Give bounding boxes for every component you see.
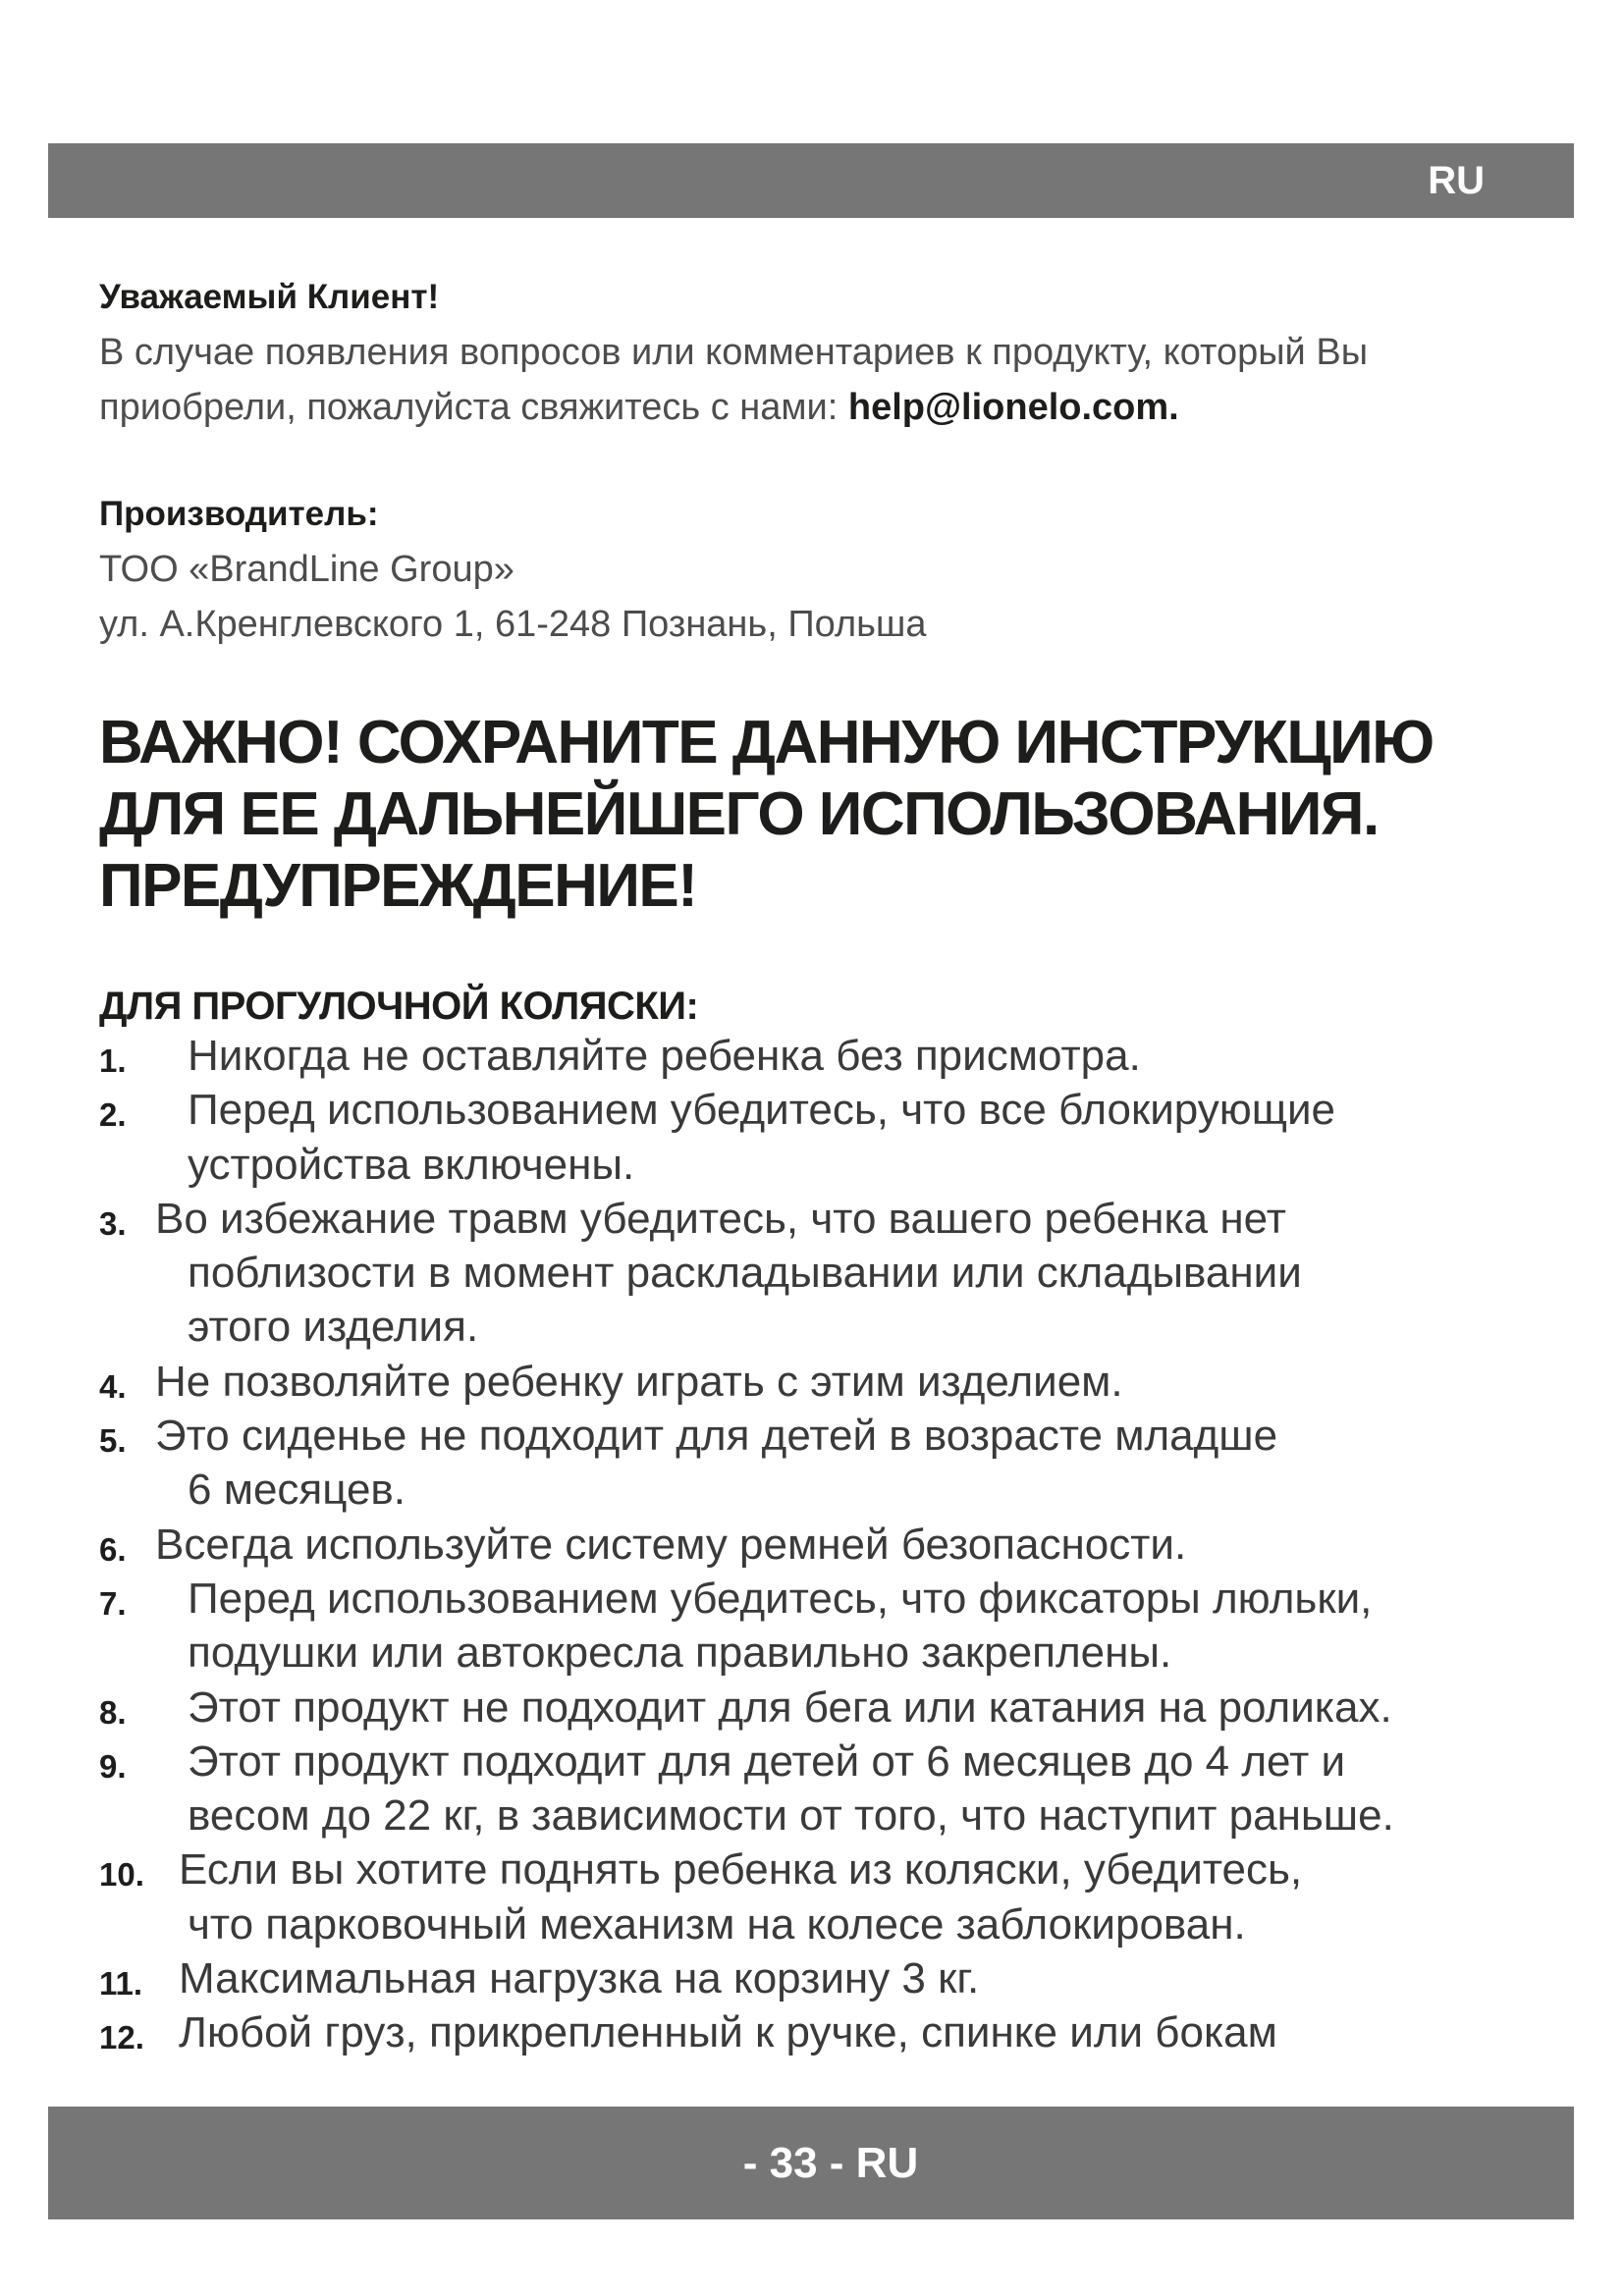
list-item-continuation-line [99,1300,1611,1354]
list-item-text: Максимальная нагрузка на корзину 3 кг. [179,1954,980,2003]
list-item-text: Перед использованием убедитесь, что все блокирующие [188,1086,1336,1135]
warning-heading-line: ВАЖНО! СОХРАНИТЕ ДАННУЮ ИНСТРУКЦИЮ [99,709,1434,776]
manufacturer-company: ТОО «BrandLine Group» [99,549,514,590]
list-item-continuation-line [99,1789,1611,1842]
list-item [99,1029,1611,1083]
contact-line-1: В случае появления вопросов или комментариев к продукту, который Вы [99,332,1368,373]
list-item [99,1518,1611,1572]
list-item [99,1681,1611,1735]
list-item-text: Всегда используйте систему ремней безопасности. [155,1520,1187,1569]
list-item-text: Этот продукт не подходит для бега или катания на роликах. [188,1682,1392,1732]
list-item-text: этого изделия. [188,1303,479,1352]
list-item-number: 9. [99,1747,127,1785]
list-item-first-line [99,1572,1611,1626]
list-item [99,1083,1611,1192]
list-item-text: поблизости в момент раскладывании или складывании [188,1249,1302,1298]
list-item-continuation-line [99,1463,1611,1517]
page-number: - 33 - RU [742,2139,919,2187]
list-item-continuation-line [99,1626,1611,1680]
contact-section [99,270,1572,435]
list-item-text: Перед использованием убедитесь, что фиксаторы люльки, [188,1574,1373,1623]
list-item [99,1355,1611,1409]
safety-list [99,1029,1611,2060]
list-item [99,1842,1611,1951]
list-item [99,1735,1611,1843]
list-item-number: 10. [99,1856,144,1894]
list-item [99,1409,1611,1518]
warning-heading-line: ДЛЯ ЕЕ ДАЛЬНЕЙШЕГО ИСПОЛЬЗОВАНИЯ. [99,780,1379,848]
list-item-text: Это сиденье не подходит для детей в возрасте младше [155,1412,1278,1461]
list-item-text: Никогда не оставляйте ребенка без присмотра. [188,1032,1141,1080]
support-email: help@lionelo.com. [847,387,1179,428]
list-item-first-line [99,1842,1611,1896]
footer-bar [48,2107,1574,2219]
list-item-first-line [99,1192,1611,1246]
list-item-first-line [99,2005,1611,2059]
list-item-text: Если вы хотите поднять ребенка из коляски, убедитесь, [179,1845,1303,1895]
list-item-number: 2. [99,1096,127,1134]
list-item [99,2005,1611,2059]
list-item-continuation-line [99,1246,1611,1300]
list-item-number: 11. [99,1965,143,2002]
header-bar [48,143,1574,218]
list-item-text: Во избежание травм убедитесь, что вашего ребенка нет [155,1194,1286,1243]
warning-heading [99,707,1572,922]
warning-heading-line: ПРЕДУПРЕЖДЕНИЕ! [99,852,697,920]
list-item-number: 4. [99,1367,127,1405]
manufacturer-section [99,487,1572,652]
list-item-first-line [99,1735,1611,1789]
list-item-text: устройства включены. [188,1140,635,1189]
list-item-text: что парковочный механизм на колесе заблокирован. [188,1899,1246,1949]
manufacturer-address: ул. А.Кренглевского 1, 61-248 Познань, Польша [99,604,927,645]
list-item-number: 1. [99,1042,127,1079]
list-item-text: Не позволяйте ребенку играть с этим изделием. [155,1357,1123,1406]
list-item-text: подушки или автокресла правильно закреплены. [188,1629,1172,1678]
list-item-number: 5. [99,1422,127,1460]
manufacturer-label: Производитель: [99,495,379,533]
greeting: Уважаемый Клиент! [99,278,440,316]
list-item-text: Этот продукт подходит для детей от 6 месяцев до 4 лет и [188,1736,1346,1786]
list-item-first-line [99,1409,1611,1463]
list-item-first-line [99,1355,1611,1409]
list-item-number: 12. [99,2019,144,2056]
language-label: RU [1428,159,1485,202]
list-item-first-line [99,1681,1611,1735]
list-item [99,1951,1611,2005]
list-item-number: 7. [99,1584,127,1622]
list-item-continuation-line [99,1138,1611,1192]
list-item-text: весом до 22 кг, в зависимости от того, что наступит раньше. [188,1791,1394,1841]
list-item [99,1572,1611,1681]
list-item-first-line [99,1951,1611,2005]
list-item [99,1192,1611,1355]
list-item-text: 6 месяцев. [188,1466,406,1515]
list-item-number: 6. [99,1530,127,1568]
section-title: ДЛЯ ПРОГУЛОЧНОЙ КОЛЯСКИ: [99,985,699,1028]
list-item-text: Любой груз, прикрепленный к ручке, спинке или бокам [179,2008,1277,2057]
list-item-number: 3. [99,1204,127,1242]
list-item-continuation-line [99,1897,1611,1951]
list-item-first-line [99,1083,1611,1137]
list-item-first-line [99,1029,1611,1083]
list-item-first-line [99,1518,1611,1572]
contact-line-2 [99,380,1572,435]
contact-line-2-text: приобрели, пожалуйста свяжитесь с нами: [99,387,848,428]
list-item-number: 8. [99,1693,127,1731]
